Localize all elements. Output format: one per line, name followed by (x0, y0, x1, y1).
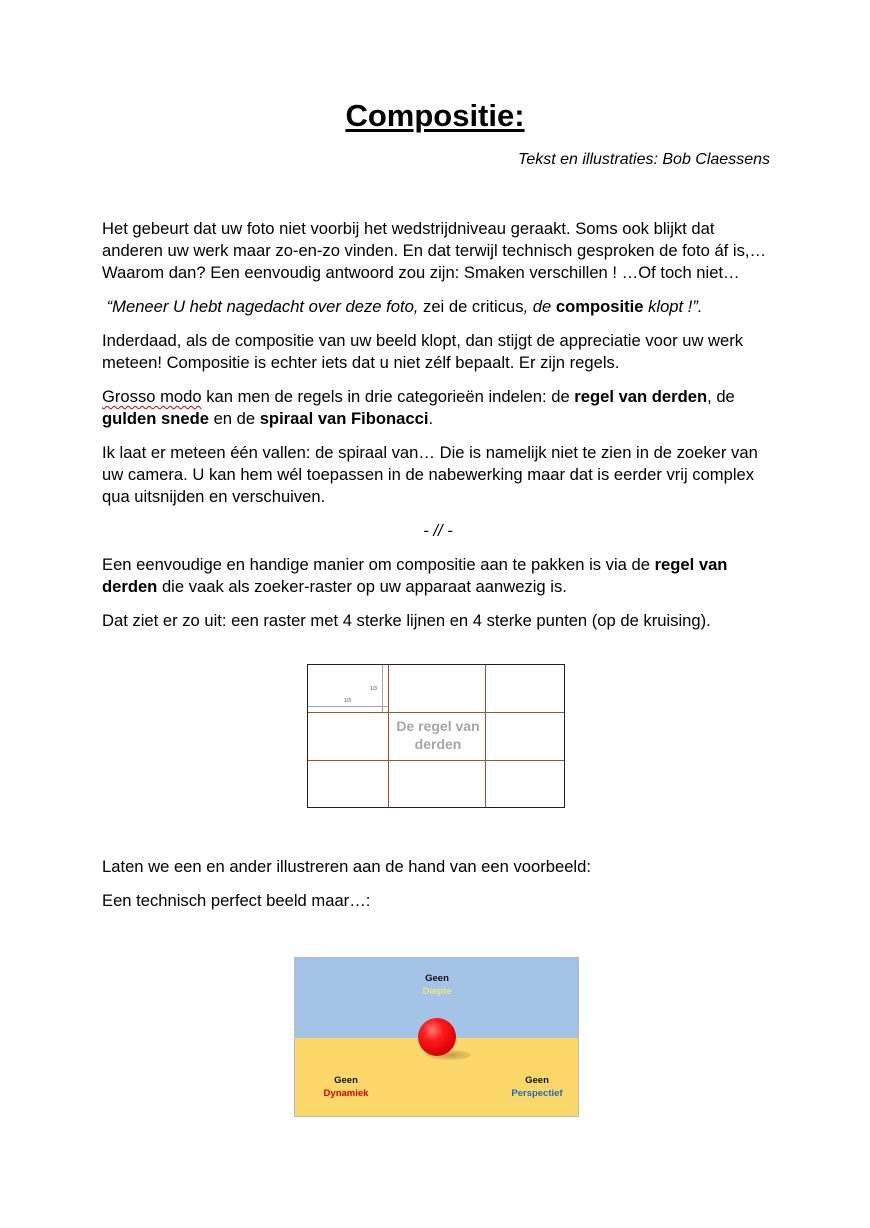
separator: - // - (423, 521, 453, 540)
text-run: kan men de regels in drie categorieën indelen: de (201, 387, 575, 406)
text-run: . (428, 409, 434, 428)
quote-part: klopt !”. (643, 297, 703, 316)
paragraph-spiral: Ik laat er meteen één vallen: de spiraal van… Die is namelijk niet te zien in de zoeker van uw camera. U kan hem wél toepassen in de nabewerking maar dat is eerder vrij complex qua uitsnijden en verschuiven. (102, 443, 758, 506)
text-run: , de (707, 387, 735, 406)
label-right (502, 1074, 572, 1100)
measure-line (382, 665, 383, 712)
body-text (102, 218, 774, 644)
label-left (315, 1074, 377, 1100)
paragraph-intro: Het gebeurt dat uw foto niet voorbij het wedstrijdniveau geraakt. Soms ook blijkt dat anderen uw werk maar zo-en-zo vinden. En dat terwijl technisch gesproken de foto áf is,…Waarom dan? Een eenvoudig antwoord zou zijn: Smaken verschillen ! …Of toch niet… (102, 219, 767, 282)
label-top (407, 972, 467, 998)
quote-part: “Meneer U hebt nagedacht over deze foto, (106, 297, 419, 316)
body-text-lower (102, 856, 774, 924)
fraction-label: 1/3 (344, 698, 351, 704)
fraction-label: 1/3 (370, 686, 377, 692)
bold-run: regel van derden (102, 555, 728, 596)
page-title: Compositie: (345, 98, 525, 133)
label-perspectief: Perspectief (511, 1088, 563, 1099)
measure-line (308, 706, 388, 707)
paragraph-grid: Dat ziet er zo uit: een raster met 4 sterke lijnen en 4 sterke punten (op de kruising). (102, 611, 711, 630)
bold-run: gulden snede (102, 409, 209, 428)
red-ball (418, 1018, 456, 1056)
grid-caption: De regel van derden (396, 718, 480, 752)
byline: Tekst en illustraties: Bob Claessens (518, 151, 770, 168)
quote-part: , de (523, 297, 556, 316)
paragraph-rules (102, 386, 774, 430)
bold-run: regel van derden (574, 387, 708, 406)
text-run: die vaak als zoeker-raster op uw apparaat aanwezig is. (157, 577, 567, 596)
label-geen: Geen (425, 973, 449, 984)
label-geen: Geen (525, 1075, 549, 1086)
grid-line (388, 665, 389, 807)
text-run: en de (208, 409, 260, 428)
rule-of-thirds-figure (307, 664, 565, 808)
paragraph-rule-of-thirds (102, 554, 774, 598)
example-figure (294, 957, 579, 1117)
bold-run: spiraal van Fibonacci (259, 409, 429, 428)
quote-bold: compositie (555, 297, 644, 316)
paragraph-example: Laten we een en ander illustreren aan de hand van een voorbeeld: (102, 857, 591, 876)
paragraph-perfect: Een technisch perfect beeld maar…: (102, 891, 371, 910)
grid-line (308, 712, 564, 713)
paragraph-composition: Inderdaad, als de compositie van uw beeld klopt, dan stijgt de appreciatie voor uw werk meteen! Compositie is echter iets dat u niet zélf bepaalt. Er zijn regels. (102, 331, 744, 372)
spellcheck-word: Grosso modo (102, 387, 202, 406)
quote-part: zei de criticus (418, 297, 524, 316)
label-geen: Geen (334, 1075, 358, 1086)
paragraph-quote (102, 296, 774, 318)
label-dynamiek: Dynamiek (323, 1088, 369, 1099)
text-run: Een eenvoudige en handige manier om compositie aan te pakken is via de (102, 555, 655, 574)
label-diepte: Diepte (422, 986, 452, 997)
grid-line (308, 760, 564, 761)
